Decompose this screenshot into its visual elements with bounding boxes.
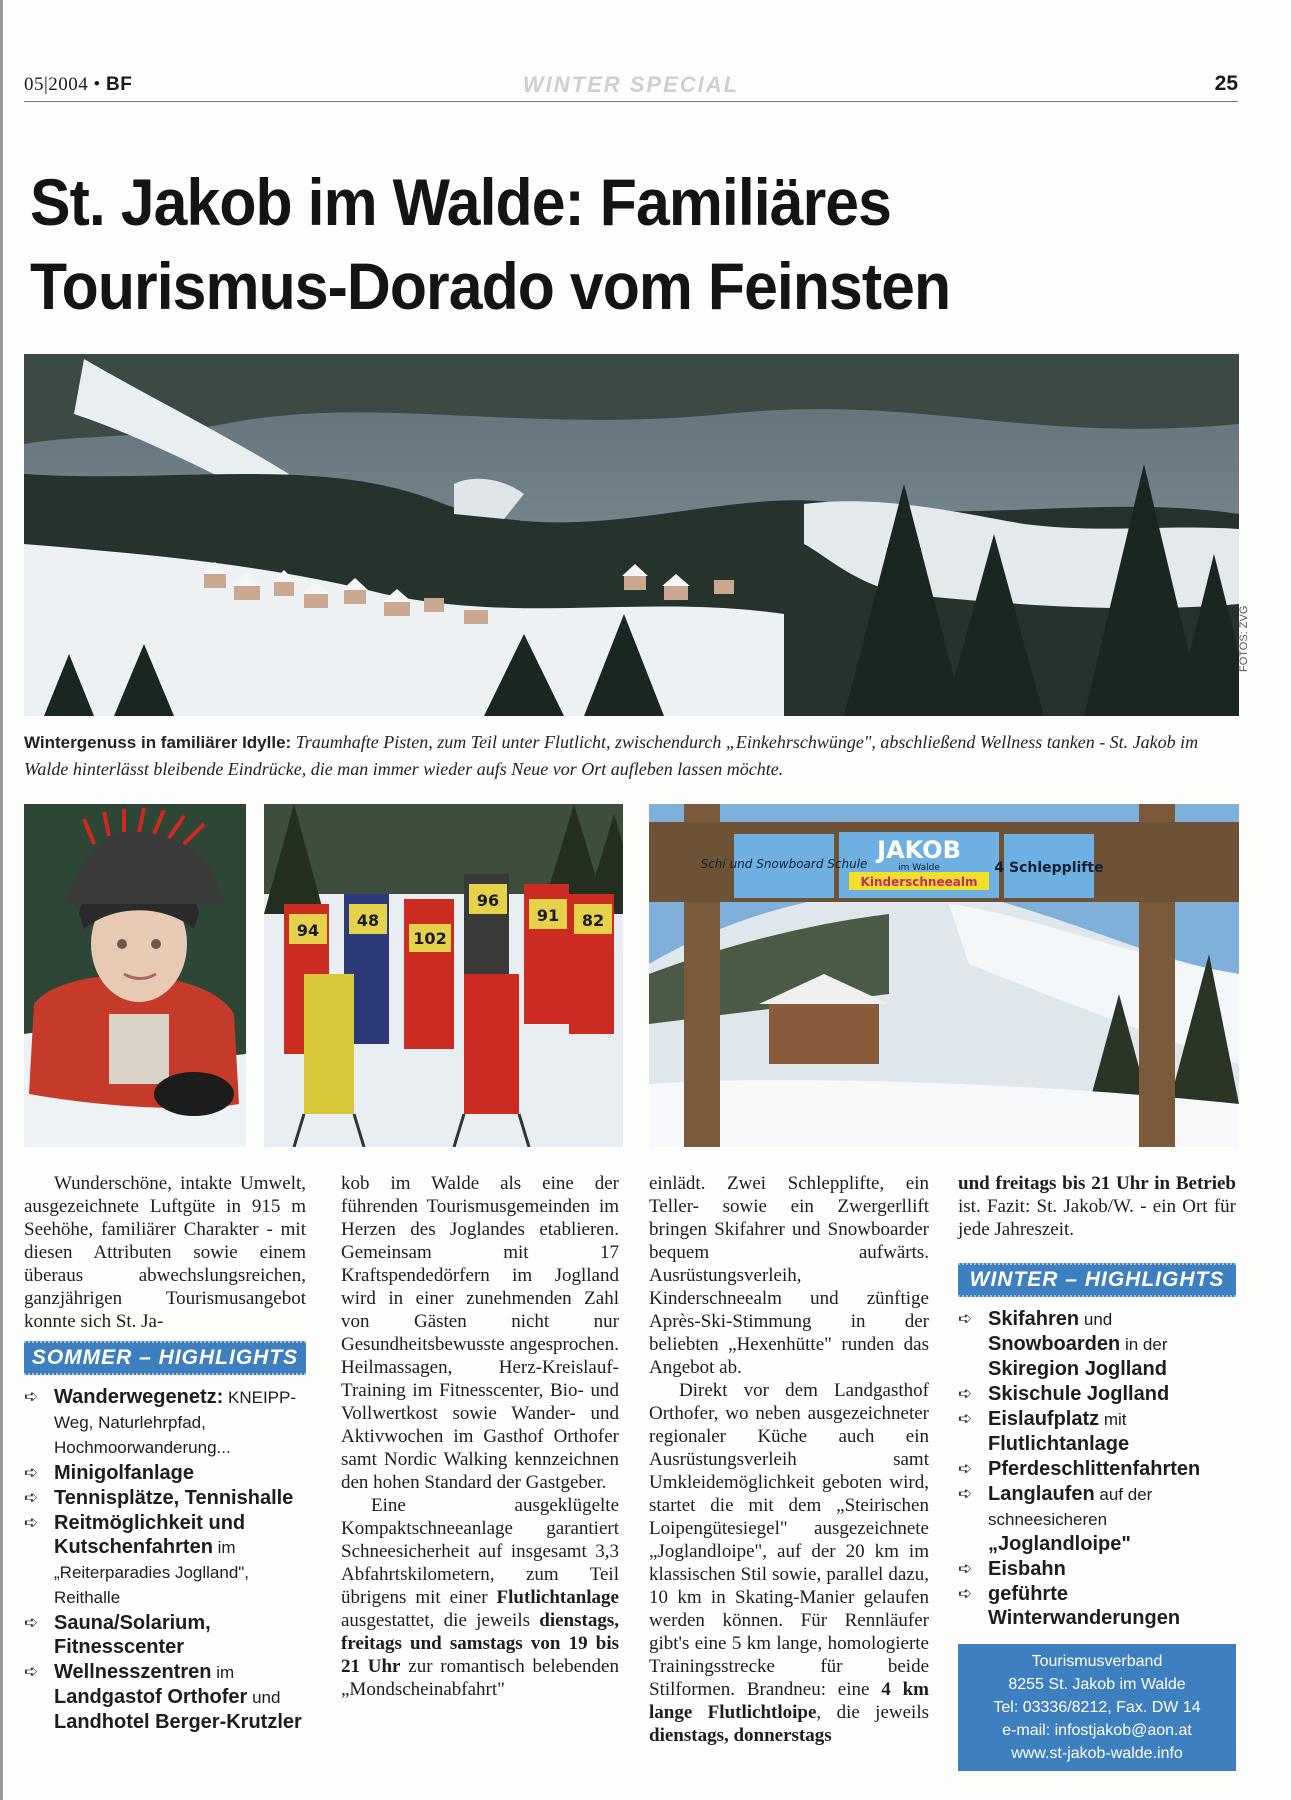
list-item: ➪ Tennisplätze, Tennishalle [24, 1487, 294, 1509]
arrow-icon: ➪ [958, 1584, 973, 1603]
summer-highlights-list [24, 1385, 306, 1734]
banner-im-walde: im Walde [898, 863, 940, 873]
issue-date: 05|2004 • [24, 74, 101, 95]
bib-number: 82 [581, 911, 605, 930]
list-item: ➪ Eislaufplatz mit Flutlichtanlage [958, 1408, 1130, 1455]
page-header [24, 72, 1238, 102]
arrow-icon: ➪ [24, 1463, 39, 1482]
list-item: ➪ Skifahren und Snowboarden in der Skiregion Joglland [958, 1308, 1168, 1380]
caption-lead: Wintergenuss in familiärer Idylle: [24, 733, 292, 752]
arrow-icon: ➪ [24, 1613, 39, 1632]
bib-number: 48 [356, 911, 380, 930]
arrow-icon: ➪ [958, 1484, 973, 1503]
banner-kids: Kinderschneealm [860, 875, 978, 889]
arrow-icon: ➪ [958, 1384, 973, 1403]
article-paragraph: kob im Walde als eine der führenden Tourismusgemeinden im Herzen des Joglandes etablieren. Gemeinsam mit 17 Kraftspendedörfern im Joglland wird in einer zunehmenden Zahl von Gästen nicht nur Gesundheitsbewusste angesprochen. Heilmassagen, Herz-Kreislauf-Training im Fitnesscenter, Bio- und Vollwertkost sowie Wander- und Aktivwochen im Gasthof Orthofer samt Nordic Walking kennzeichnen den hohen Standard der Gastgeber. [341, 1173, 619, 1493]
header-divider [24, 101, 1238, 102]
winter-highlights-list [958, 1307, 1236, 1630]
arrow-icon: ➪ [24, 1488, 39, 1507]
hero-caption [24, 729, 1239, 782]
list-item: ➪ Langlaufen auf der schneesicheren „Joglandloipe" [958, 1483, 1153, 1555]
arrow-icon: ➪ [24, 1387, 39, 1406]
list-item: ➪ geführte Winterwanderungen [958, 1583, 1181, 1629]
arrow-icon: ➪ [24, 1662, 39, 1681]
article-intro: Wunderschöne, intakte Umwelt, ausgezeichnete Luftgüte in 915 m Seehöhe, familiärer Charakter - mit diesen Attributen sowie einem überaus abwechslungsreichen, ganzjährigen Tourismusangebot konnte sich St. Ja- [24, 1173, 306, 1332]
list-item: ➪ Reitmöglichkeit und Kutschenfahrten im „Reiterparadies Joglland", Reithalle [24, 1512, 250, 1607]
bib-number: 94 [296, 921, 320, 940]
article-column-2 [341, 1172, 619, 1701]
article-column-3 [649, 1172, 929, 1747]
section-title: WINTER SPECIAL [522, 72, 740, 97]
list-item: ➪ Skischule Joglland [958, 1383, 1170, 1405]
contact-phone: Tel: 03336/8212, Fax. DW 14 [993, 1699, 1201, 1716]
page-edge [0, 0, 3, 1800]
photo-credit: FOTOS: ZVG [1238, 605, 1250, 672]
banner-jakob: JAKOB [877, 836, 961, 864]
list-item: ➪ Minigolfanlage [24, 1462, 194, 1484]
photo-child-in-snow [24, 804, 246, 1147]
headline-line-2: Tourismus-Dorado vom Feinsten [30, 249, 951, 323]
arrow-icon: ➪ [24, 1513, 39, 1532]
photo-cross-country-race [264, 804, 623, 1147]
article-column-4 [958, 1172, 1236, 1771]
article-column-1 [24, 1172, 306, 1735]
hero-photo-winter-village [24, 354, 1239, 716]
winter-highlights-title: WINTER – HIGHLIGHTS [958, 1263, 1236, 1297]
contact-website[interactable]: www.st-jakob-walde.info [1011, 1745, 1183, 1762]
banner-ski-school: Schi und Snowboard Schule [700, 857, 868, 871]
brand-logo: BF [105, 74, 133, 95]
summer-highlights-title: SOMMER – HIGHLIGHTS [24, 1341, 306, 1375]
article-paragraph: Direkt vor dem Landgasthof Orthofer, wo neben ausgezeichneter regionaler Küche auch ein Ausrüstungsverleih samt Umkleidemöglichkeit geboten wird, startet die mit dem „Steirischen Loipengütesiegel" ausgezeichnete „Joglandloipe", auf der 20 km im klassischen Stil sowie, parallel dazu, 10 km in Skating-Manier gelaufen werden können. Für Rennläufer gibt's eine 5 km lange, homologierte Trainingsstrecke für beide Stilformen. Brandneu: eine 4 km lange Flutlichtloipe, die jeweils dienstags, donnerstags [649, 1380, 929, 1746]
bib-number: 102 [413, 929, 447, 948]
page-number: 25 [1214, 72, 1238, 95]
headline [30, 160, 1088, 328]
arrow-icon: ➪ [958, 1309, 973, 1328]
contact-org: Tourismusverband [1031, 1653, 1163, 1670]
contact-box [958, 1644, 1236, 1771]
article-paragraph: Eine ausgeklügelte Kompaktschneeanlage garantiert Schneesicherheit auf insgesamt 3,3 Abfahrtskilometern, zum Teil übrigens mit einer Flutlichtanlage ausgestattet, die jeweils dienstags, freitags und samstags von 19 bis 21 Uhr zur romantisch belebenden „Mondscheinabfahrt" [341, 1495, 619, 1700]
arrow-icon: ➪ [958, 1409, 973, 1428]
caption-body: Traumhafte Pisten, zum Teil unter Flutlicht, zwischendurch „Einkehrschwünge", abschließend Wellness tanken - St. Jakob im Walde hinterlässt bleibende Eindrücke, die man immer wieder aufs Neue vor Ort aufleben lassen möchte. [24, 732, 1199, 779]
contact-email[interactable]: e-mail: infostjakob@aon.at [1002, 1722, 1192, 1739]
contact-address: 8255 St. Jakob im Walde [1008, 1676, 1186, 1693]
list-item: ➪ Wanderwegenetz: KNEIPP-Weg, Naturlehrpfad, Hochmoorwanderung... [24, 1386, 297, 1457]
bib-number: 91 [536, 906, 560, 925]
list-item: ➪ Sauna/Solarium, Fitnesscenter [24, 1612, 211, 1658]
article-paragraph: einlädt. Zwei Schlepplifte, ein Teller- sowie ein Zwergerllift bringen Skifahrer und Snowboarder bequem aufwärts. Ausrüstungsverleih, Kinderschneealm und zünftige Après-Ski-Stimmung in der beliebten „Hexenhütte" runden das Angebot ab. [649, 1173, 929, 1378]
arrow-icon: ➪ [958, 1459, 973, 1478]
headline-line-1: St. Jakob im Walde: Familiäres [30, 165, 892, 239]
list-item: ➪ Pferdeschlittenfahrten [958, 1458, 1201, 1480]
list-item: ➪ Eisbahn [958, 1558, 1066, 1580]
article-paragraph: und freitags bis 21 Uhr in Betrieb ist. Fazit: St. Jakob/W. - ein Ort für jede Jahreszeit. [958, 1173, 1236, 1240]
photo-ski-area-entrance [649, 804, 1239, 1147]
arrow-icon: ➪ [958, 1559, 973, 1578]
banner-lifts: 4 Schlepplifte [994, 860, 1104, 876]
list-item: ➪ Wellnesszentren im Landgastof Orthofer und Landhotel Berger-Krutzler [24, 1661, 302, 1733]
bib-number: 96 [476, 891, 500, 910]
